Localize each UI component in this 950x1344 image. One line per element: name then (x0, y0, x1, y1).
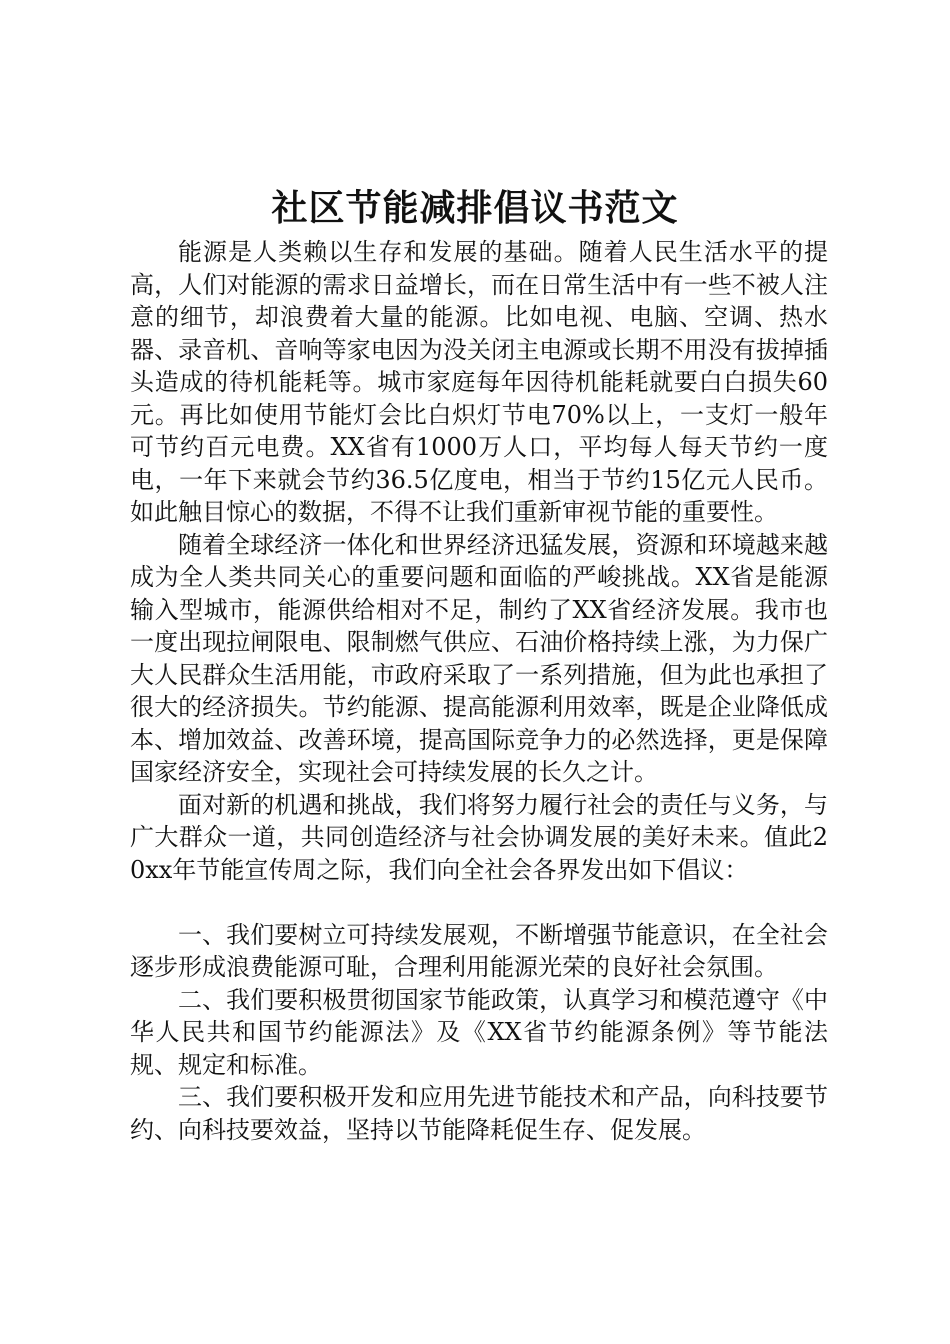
proposal-item-2: 二、我们要积极贯彻国家节能政策，认真学习和模范遵守《中华人民共和国节约能源法》及《XX省节约能源条例》等节能法规、规定和标准。 (130, 985, 828, 1079)
paragraph-global-economy: 随着全球经济一体化和世界经济迅猛发展，资源和环境越来越成为全人类共同关心的重要问题和面临的严峻挑战。XX省是能源输入型城市，能源供给相对不足，制约了XX省经济发展。我市也一度出现拉闸限电、限制燃气供应、石油价格持续上涨，为力保广大人民群众生活用能，市政府采取了一系列措施，但为此也承担了很大的经济损失。节约能源、提高能源利用效率，既是企业降低成本、增加效益、改善环境，提高国际竞争力的必然选择，更是保障国家经济安全，实现社会可持续发展的长久之计。 (130, 530, 828, 786)
paragraph-energy-basis: 能源是人类赖以生存和发展的基础。随着人民生活水平的提高，人们对能源的需求日益增长，而在日常生活中有一些不被人注意的细节，却浪费着大量的能源。比如电视、电脑、空调、热水器、录音机、音响等家电因为没关闭主电源或长期不用没有拔掉插头造成的待机能耗等。城市家庭每年因待机能耗就要白白损失60元。再比如使用节能灯会比白炽灯节电70%以上，一支灯一般年可节约百元电费。XX省有1000万人口，平均每人每天节约一度电，一年下来就会节约36.5亿度电，相当于节约15亿元人民币。如此触目惊心的数据，不得不让我们重新审视节能的重要性。 (130, 238, 828, 526)
document-title: 社区节能减排倡议书范文 (271, 187, 679, 229)
proposal-item-1: 一、我们要树立可持续发展观，不断增强节能意识，在全社会逐步形成浪费能源可耻，合理利用能源光荣的良好社会氛围。 (130, 920, 828, 981)
paragraph-spacer (130, 886, 828, 919)
paragraph-new-challenges: 面对新的机遇和挑战，我们将努力履行社会的责任与义务，与广大群众一道，共同创造经济与社会协调发展的美好未来。值此20xx年节能宣传周之际，我们向全社会各界发出如下倡议： (130, 790, 828, 884)
document-body (130, 236, 828, 1146)
proposal-item-3: 三、我们要积极开发和应用先进节能技术和产品，向科技要节约、向科技要效益，坚持以节能降耗促生存、促发展。 (130, 1083, 828, 1144)
